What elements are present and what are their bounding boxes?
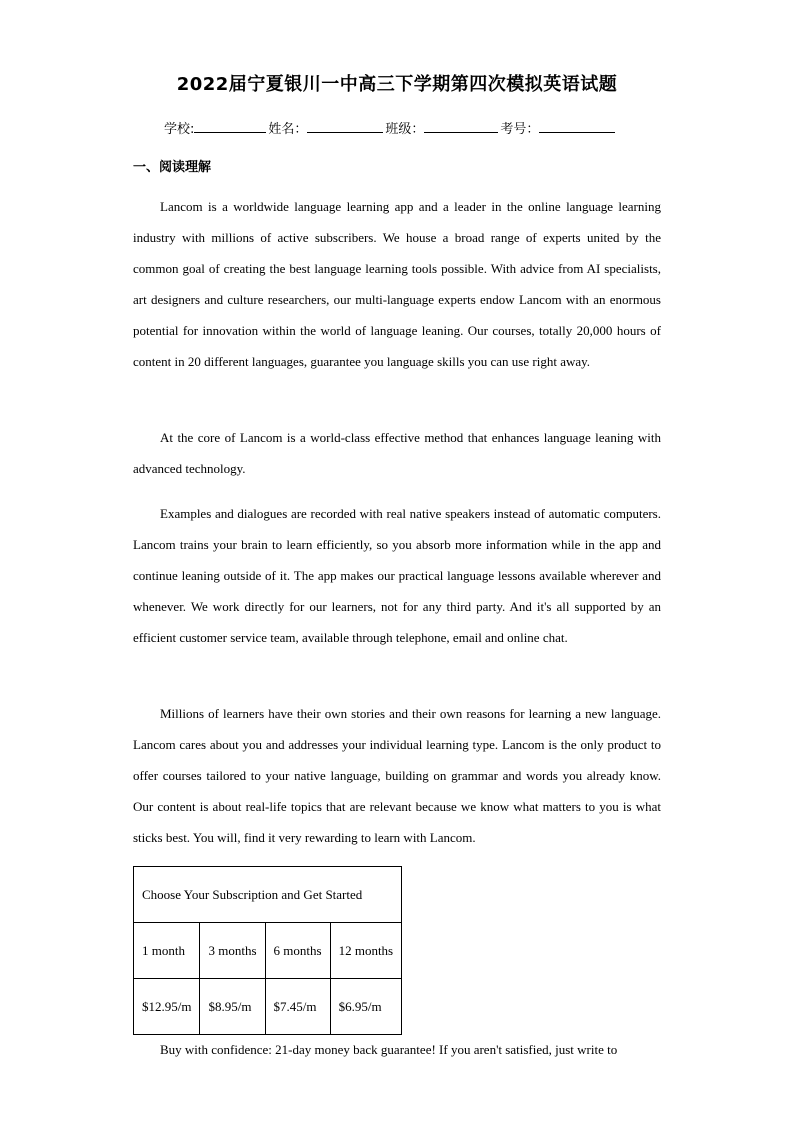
- table-row-prices: [134, 979, 402, 1035]
- passage-paragraph-4: Millions of learners have their own stories and their own reasons for learning a new language. Lancom cares about you and addresses your individual learning type. Lancom is the only product to offer courses tailored to your native language, building on grammar and words you already know. Our content is about real-life topics that are relevant because we know what matters to you is what sticks best. You will, find it very rewarding to learn with Lancom.: [133, 706, 661, 845]
- passage-paragraph-3: Examples and dialogues are recorded with real native speakers instead of automatic computers. Lancom trains your brain to learn efficiently, so you absorb more information while in the app and continue leaning outside of it. The app makes our practical language lessons available wherever and whenever. We work directly for our learners, not for any third party. And it's all supported by an efficient customer service team, available through telephone, email and online chat.: [133, 506, 661, 645]
- table-cell-price: $7.45/m: [265, 979, 330, 1035]
- table-header-row: [134, 867, 402, 923]
- passage-paragraph-5: Buy with confidence: 21-day money back guarantee! If you aren't satisfied, just write to: [160, 1042, 618, 1057]
- table-header-cell: Choose Your Subscription and Get Started: [134, 867, 402, 923]
- table-cell-price: $12.95/m: [134, 979, 200, 1035]
- school-label: 学校:: [164, 122, 195, 137]
- name-label: 姓名：: [268, 122, 308, 137]
- table-cell-duration: 1 month: [134, 923, 200, 979]
- page-title: 2022届宁夏银川一中高三下学期第四次模拟英语试题: [176, 74, 618, 95]
- student-info-line: [164, 118, 617, 137]
- table-cell-duration: 6 months: [265, 923, 330, 979]
- passage-paragraph-2: At the core of Lancom is a world-class effective method that enhances language leaning with advanced technology.: [133, 430, 661, 476]
- subscription-table: [133, 866, 402, 1035]
- exam-number-label: 考号：: [500, 122, 540, 137]
- section-heading: 一、阅读理解: [133, 160, 212, 175]
- table-row-durations: [134, 923, 402, 979]
- table-cell-price: $8.95/m: [200, 979, 265, 1035]
- table-cell-price: $6.95/m: [330, 979, 402, 1035]
- passage-paragraph-1: Lancom is a worldwide language learning app and a leader in the online language learning industry with millions of active subscribers. We house a broad range of experts united by the common goal of creating the best language learning tools possible. With advice from AI specialists, art designers and culture researchers, our multi-language experts endow Lancom with an enormous potential for innovation within the world of language leaning. Our courses, totally 20,000 hours of content in 20 different languages, guarantee you language skills you can use right away.: [133, 199, 661, 369]
- class-label: 班级：: [385, 122, 425, 137]
- name-field[interactable]: [307, 118, 383, 133]
- table-cell-duration: 3 months: [200, 923, 265, 979]
- table-cell-duration: 12 months: [330, 923, 402, 979]
- exam-number-field[interactable]: [539, 118, 615, 133]
- school-field[interactable]: [194, 118, 266, 133]
- class-field[interactable]: [424, 118, 498, 133]
